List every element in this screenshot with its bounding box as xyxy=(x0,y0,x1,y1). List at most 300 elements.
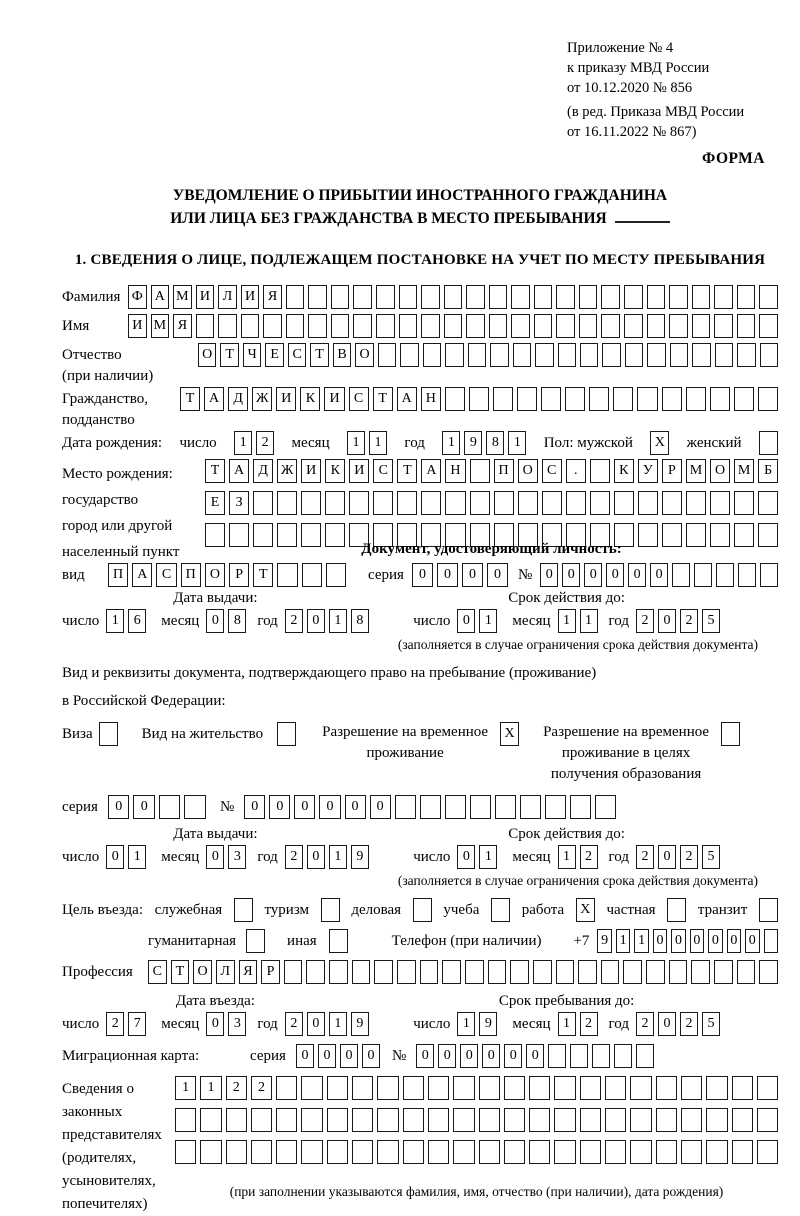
char-cell[interactable] xyxy=(565,387,585,411)
char-cell[interactable] xyxy=(630,1140,651,1164)
char-cell[interactable]: А xyxy=(151,285,170,309)
char-cell[interactable] xyxy=(504,1076,525,1100)
char-cell[interactable] xyxy=(395,795,416,819)
char-cell[interactable] xyxy=(349,491,369,515)
char-cell[interactable] xyxy=(706,1108,727,1132)
char-cell[interactable] xyxy=(159,795,181,819)
char-cell[interactable] xyxy=(403,1140,424,1164)
char-cell[interactable] xyxy=(681,1140,702,1164)
char-cell[interactable]: 5 xyxy=(702,845,720,869)
char-cell[interactable] xyxy=(558,343,576,367)
char-cell[interactable] xyxy=(376,285,395,309)
char-cell[interactable] xyxy=(602,343,620,367)
char-cell[interactable] xyxy=(647,343,665,367)
char-cell[interactable]: 0 xyxy=(269,795,290,819)
char-cell[interactable] xyxy=(306,960,325,984)
purpose-other-checkbox[interactable] xyxy=(329,929,348,953)
char-cell[interactable]: 2 xyxy=(106,1012,124,1036)
char-cell[interactable] xyxy=(301,523,321,547)
char-cell[interactable]: И xyxy=(301,459,321,483)
char-cell[interactable] xyxy=(686,491,706,515)
char-cell[interactable] xyxy=(353,285,372,309)
char-cell[interactable]: Т xyxy=(171,960,190,984)
char-cell[interactable] xyxy=(377,1140,398,1164)
char-cell[interactable] xyxy=(601,314,620,338)
char-cell[interactable] xyxy=(218,314,237,338)
char-cell[interactable] xyxy=(556,314,575,338)
char-cell[interactable]: 0 xyxy=(318,1044,336,1068)
char-cell[interactable]: 0 xyxy=(487,563,508,587)
char-cell[interactable] xyxy=(734,523,754,547)
char-cell[interactable] xyxy=(732,1076,753,1100)
char-cell[interactable]: 0 xyxy=(438,1044,456,1068)
char-cell[interactable]: Л xyxy=(218,285,237,309)
char-cell[interactable]: Л xyxy=(216,960,235,984)
char-cell[interactable] xyxy=(548,1044,566,1068)
char-cell[interactable] xyxy=(205,523,225,547)
char-cell[interactable] xyxy=(420,795,441,819)
char-cell[interactable]: С xyxy=(373,459,393,483)
char-cell[interactable] xyxy=(732,1140,753,1164)
char-cell[interactable] xyxy=(301,1076,322,1100)
char-cell[interactable] xyxy=(397,960,416,984)
char-cell[interactable] xyxy=(277,563,297,587)
char-cell[interactable]: О xyxy=(193,960,212,984)
char-cell[interactable]: С xyxy=(349,387,369,411)
char-cell[interactable] xyxy=(706,1140,727,1164)
char-cell[interactable]: Т xyxy=(373,387,393,411)
char-cell[interactable] xyxy=(479,1108,500,1132)
char-cell[interactable]: Т xyxy=(180,387,200,411)
char-cell[interactable]: И xyxy=(241,285,260,309)
char-cell[interactable]: 1 xyxy=(369,431,387,455)
char-cell[interactable]: 1 xyxy=(558,845,576,869)
char-cell[interactable]: О xyxy=(518,459,538,483)
char-cell[interactable] xyxy=(377,1076,398,1100)
purpose-study-checkbox[interactable] xyxy=(491,898,510,922)
char-cell[interactable] xyxy=(732,1108,753,1132)
char-cell[interactable]: 1 xyxy=(457,1012,475,1036)
char-cell[interactable] xyxy=(226,1140,247,1164)
char-cell[interactable]: Н xyxy=(421,387,441,411)
char-cell[interactable] xyxy=(592,1044,610,1068)
char-cell[interactable] xyxy=(669,314,688,338)
char-cell[interactable]: 2 xyxy=(636,845,654,869)
char-cell[interactable] xyxy=(468,343,486,367)
char-cell[interactable] xyxy=(734,491,754,515)
char-cell[interactable] xyxy=(579,285,598,309)
char-cell[interactable] xyxy=(327,1076,348,1100)
char-cell[interactable] xyxy=(331,314,350,338)
char-cell[interactable] xyxy=(613,387,633,411)
char-cell[interactable] xyxy=(638,491,658,515)
char-cell[interactable] xyxy=(714,285,733,309)
char-cell[interactable] xyxy=(399,314,418,338)
char-cell[interactable]: А xyxy=(229,459,249,483)
char-cell[interactable] xyxy=(764,929,778,953)
char-cell[interactable]: 2 xyxy=(285,1012,303,1036)
char-cell[interactable]: 1 xyxy=(634,929,648,953)
char-cell[interactable]: 0 xyxy=(307,609,325,633)
char-cell[interactable] xyxy=(490,343,508,367)
char-cell[interactable]: 0 xyxy=(606,563,624,587)
char-cell[interactable] xyxy=(710,387,730,411)
char-cell[interactable]: 1 xyxy=(175,1076,196,1100)
char-cell[interactable]: Ф xyxy=(128,285,147,309)
char-cell[interactable]: 2 xyxy=(285,845,303,869)
char-cell[interactable] xyxy=(184,795,206,819)
char-cell[interactable]: Д xyxy=(253,459,273,483)
char-cell[interactable] xyxy=(445,795,466,819)
char-cell[interactable] xyxy=(253,491,273,515)
char-cell[interactable]: Р xyxy=(662,459,682,483)
char-cell[interactable] xyxy=(715,343,733,367)
char-cell[interactable] xyxy=(520,795,541,819)
char-cell[interactable] xyxy=(578,960,597,984)
char-cell[interactable]: 1 xyxy=(508,431,526,455)
char-cell[interactable] xyxy=(529,1140,550,1164)
char-cell[interactable] xyxy=(759,314,778,338)
char-cell[interactable] xyxy=(580,1108,601,1132)
char-cell[interactable] xyxy=(541,387,561,411)
char-cell[interactable] xyxy=(518,491,538,515)
char-cell[interactable]: 0 xyxy=(340,1044,358,1068)
char-cell[interactable] xyxy=(533,960,552,984)
char-cell[interactable]: 8 xyxy=(228,609,246,633)
char-cell[interactable]: 0 xyxy=(460,1044,478,1068)
char-cell[interactable]: М xyxy=(686,459,706,483)
char-cell[interactable]: Я xyxy=(239,960,258,984)
char-cell[interactable]: 0 xyxy=(307,1012,325,1036)
char-cell[interactable] xyxy=(493,387,513,411)
char-cell[interactable]: 0 xyxy=(412,563,433,587)
char-cell[interactable] xyxy=(624,285,643,309)
char-cell[interactable] xyxy=(580,343,598,367)
char-cell[interactable] xyxy=(495,795,516,819)
residence-permit-checkbox[interactable] xyxy=(277,722,296,746)
char-cell[interactable] xyxy=(529,1108,550,1132)
char-cell[interactable] xyxy=(760,343,778,367)
char-cell[interactable]: 0 xyxy=(562,563,580,587)
char-cell[interactable]: 1 xyxy=(479,845,497,869)
char-cell[interactable] xyxy=(226,1108,247,1132)
char-cell[interactable]: 0 xyxy=(206,609,224,633)
char-cell[interactable] xyxy=(605,1076,626,1100)
char-cell[interactable] xyxy=(681,1076,702,1100)
char-cell[interactable] xyxy=(327,1108,348,1132)
char-cell[interactable]: 3 xyxy=(228,845,246,869)
char-cell[interactable] xyxy=(403,1076,424,1100)
char-cell[interactable] xyxy=(420,960,439,984)
char-cell[interactable]: 0 xyxy=(504,1044,522,1068)
char-cell[interactable] xyxy=(737,960,756,984)
char-cell[interactable] xyxy=(737,285,756,309)
char-cell[interactable]: П xyxy=(108,563,128,587)
char-cell[interactable] xyxy=(445,491,465,515)
char-cell[interactable] xyxy=(465,960,484,984)
char-cell[interactable] xyxy=(470,795,491,819)
char-cell[interactable]: И xyxy=(349,459,369,483)
char-cell[interactable]: Д xyxy=(228,387,248,411)
char-cell[interactable]: 1 xyxy=(128,845,146,869)
char-cell[interactable] xyxy=(200,1140,221,1164)
char-cell[interactable] xyxy=(517,387,537,411)
char-cell[interactable] xyxy=(373,491,393,515)
char-cell[interactable]: 2 xyxy=(636,609,654,633)
char-cell[interactable] xyxy=(681,1108,702,1132)
char-cell[interactable]: 1 xyxy=(234,431,252,455)
char-cell[interactable] xyxy=(605,1140,626,1164)
char-cell[interactable] xyxy=(374,960,393,984)
visa-checkbox[interactable] xyxy=(99,722,118,746)
char-cell[interactable] xyxy=(570,795,591,819)
char-cell[interactable] xyxy=(662,491,682,515)
char-cell[interactable] xyxy=(556,285,575,309)
char-cell[interactable]: 7 xyxy=(128,1012,146,1036)
char-cell[interactable]: 0 xyxy=(457,845,475,869)
char-cell[interactable]: 8 xyxy=(351,609,369,633)
char-cell[interactable] xyxy=(625,343,643,367)
char-cell[interactable] xyxy=(691,960,710,984)
char-cell[interactable]: 0 xyxy=(690,929,704,953)
char-cell[interactable]: А xyxy=(421,459,441,483)
char-cell[interactable]: 0 xyxy=(345,795,366,819)
char-cell[interactable]: 0 xyxy=(727,929,741,953)
char-cell[interactable] xyxy=(325,523,345,547)
char-cell[interactable] xyxy=(489,285,508,309)
char-cell[interactable] xyxy=(534,314,553,338)
char-cell[interactable] xyxy=(301,1108,322,1132)
char-cell[interactable]: 0 xyxy=(526,1044,544,1068)
char-cell[interactable]: Е xyxy=(265,343,283,367)
char-cell[interactable] xyxy=(554,1108,575,1132)
char-cell[interactable] xyxy=(175,1108,196,1132)
char-cell[interactable]: 1 xyxy=(558,1012,576,1036)
char-cell[interactable] xyxy=(453,1140,474,1164)
char-cell[interactable] xyxy=(630,1076,651,1100)
char-cell[interactable] xyxy=(545,795,566,819)
char-cell[interactable] xyxy=(428,1076,449,1100)
char-cell[interactable] xyxy=(329,960,348,984)
purpose-tourism-checkbox[interactable] xyxy=(321,898,340,922)
purpose-business-checkbox[interactable] xyxy=(413,898,432,922)
char-cell[interactable] xyxy=(601,960,620,984)
char-cell[interactable] xyxy=(656,1140,677,1164)
char-cell[interactable] xyxy=(686,523,706,547)
char-cell[interactable] xyxy=(542,491,562,515)
char-cell[interactable]: 1 xyxy=(616,929,630,953)
char-cell[interactable] xyxy=(445,387,465,411)
char-cell[interactable]: Р xyxy=(229,563,249,587)
char-cell[interactable] xyxy=(637,387,657,411)
char-cell[interactable] xyxy=(504,1140,525,1164)
char-cell[interactable] xyxy=(554,1076,575,1100)
char-cell[interactable] xyxy=(196,314,215,338)
char-cell[interactable]: Т xyxy=(310,343,328,367)
char-cell[interactable] xyxy=(614,1044,632,1068)
char-cell[interactable] xyxy=(301,1140,322,1164)
char-cell[interactable] xyxy=(277,491,297,515)
char-cell[interactable] xyxy=(479,1140,500,1164)
char-cell[interactable]: М xyxy=(173,285,192,309)
char-cell[interactable]: Я xyxy=(263,285,282,309)
char-cell[interactable] xyxy=(738,563,756,587)
char-cell[interactable] xyxy=(403,1108,424,1132)
char-cell[interactable]: Т xyxy=(205,459,225,483)
char-cell[interactable] xyxy=(175,1140,196,1164)
char-cell[interactable]: У xyxy=(638,459,658,483)
char-cell[interactable] xyxy=(470,491,490,515)
char-cell[interactable]: Я xyxy=(173,314,192,338)
char-cell[interactable]: 0 xyxy=(540,563,558,587)
char-cell[interactable]: 2 xyxy=(680,1012,698,1036)
char-cell[interactable]: 0 xyxy=(206,845,224,869)
char-cell[interactable] xyxy=(692,314,711,338)
char-cell[interactable]: 0 xyxy=(106,845,124,869)
char-cell[interactable]: 0 xyxy=(745,929,759,953)
char-cell[interactable] xyxy=(692,343,710,367)
char-cell[interactable]: 0 xyxy=(658,609,676,633)
char-cell[interactable]: И xyxy=(276,387,296,411)
char-cell[interactable]: 2 xyxy=(680,845,698,869)
char-cell[interactable]: Т xyxy=(253,563,273,587)
char-cell[interactable]: 9 xyxy=(351,845,369,869)
char-cell[interactable]: И xyxy=(324,387,344,411)
char-cell[interactable]: И xyxy=(128,314,147,338)
char-cell[interactable]: 1 xyxy=(329,609,347,633)
char-cell[interactable]: 2 xyxy=(680,609,698,633)
char-cell[interactable]: 5 xyxy=(702,1012,720,1036)
char-cell[interactable] xyxy=(566,491,586,515)
char-cell[interactable]: 9 xyxy=(479,1012,497,1036)
char-cell[interactable]: К xyxy=(325,459,345,483)
char-cell[interactable] xyxy=(470,459,490,483)
char-cell[interactable]: М xyxy=(734,459,754,483)
char-cell[interactable]: 5 xyxy=(702,609,720,633)
char-cell[interactable] xyxy=(428,1108,449,1132)
char-cell[interactable] xyxy=(513,343,531,367)
char-cell[interactable]: 1 xyxy=(580,609,598,633)
char-cell[interactable] xyxy=(757,1076,778,1100)
char-cell[interactable] xyxy=(479,1076,500,1100)
char-cell[interactable]: А xyxy=(132,563,152,587)
char-cell[interactable]: 0 xyxy=(362,1044,380,1068)
char-cell[interactable] xyxy=(489,314,508,338)
char-cell[interactable] xyxy=(428,1140,449,1164)
char-cell[interactable] xyxy=(758,491,778,515)
char-cell[interactable] xyxy=(638,523,658,547)
char-cell[interactable] xyxy=(535,343,553,367)
char-cell[interactable] xyxy=(580,1140,601,1164)
char-cell[interactable]: 0 xyxy=(296,1044,314,1068)
char-cell[interactable] xyxy=(494,491,514,515)
char-cell[interactable] xyxy=(421,491,441,515)
char-cell[interactable] xyxy=(590,459,610,483)
char-cell[interactable] xyxy=(757,1140,778,1164)
char-cell[interactable]: К xyxy=(614,459,634,483)
char-cell[interactable] xyxy=(656,1076,677,1100)
char-cell[interactable] xyxy=(286,314,305,338)
char-cell[interactable]: О xyxy=(205,563,225,587)
char-cell[interactable] xyxy=(286,285,305,309)
char-cell[interactable]: 0 xyxy=(658,1012,676,1036)
char-cell[interactable] xyxy=(229,523,249,547)
char-cell[interactable] xyxy=(672,563,690,587)
char-cell[interactable] xyxy=(399,285,418,309)
char-cell[interactable]: О xyxy=(198,343,216,367)
char-cell[interactable] xyxy=(352,960,371,984)
char-cell[interactable] xyxy=(325,491,345,515)
char-cell[interactable] xyxy=(421,285,440,309)
char-cell[interactable]: Т xyxy=(397,459,417,483)
char-cell[interactable]: 9 xyxy=(597,929,611,953)
char-cell[interactable]: С xyxy=(148,960,167,984)
temp-residence-checkbox[interactable]: X xyxy=(500,722,519,746)
char-cell[interactable] xyxy=(669,285,688,309)
char-cell[interactable] xyxy=(251,1108,272,1132)
char-cell[interactable]: 1 xyxy=(200,1076,221,1100)
char-cell[interactable] xyxy=(301,491,321,515)
char-cell[interactable]: 0 xyxy=(671,929,685,953)
purpose-transit-checkbox[interactable] xyxy=(759,898,778,922)
char-cell[interactable] xyxy=(595,795,616,819)
char-cell[interactable] xyxy=(377,1108,398,1132)
char-cell[interactable] xyxy=(589,387,609,411)
char-cell[interactable] xyxy=(601,285,620,309)
char-cell[interactable] xyxy=(466,285,485,309)
char-cell[interactable] xyxy=(556,960,575,984)
char-cell[interactable]: А xyxy=(397,387,417,411)
char-cell[interactable]: 0 xyxy=(294,795,315,819)
char-cell[interactable] xyxy=(376,314,395,338)
char-cell[interactable] xyxy=(326,563,346,587)
char-cell[interactable]: 2 xyxy=(636,1012,654,1036)
char-cell[interactable]: 0 xyxy=(628,563,646,587)
char-cell[interactable] xyxy=(253,523,273,547)
char-cell[interactable]: 1 xyxy=(442,431,460,455)
char-cell[interactable] xyxy=(421,314,440,338)
char-cell[interactable] xyxy=(444,314,463,338)
char-cell[interactable]: 0 xyxy=(206,1012,224,1036)
char-cell[interactable]: 0 xyxy=(650,563,668,587)
purpose-official-checkbox[interactable] xyxy=(234,898,253,922)
char-cell[interactable] xyxy=(570,1044,588,1068)
char-cell[interactable]: 0 xyxy=(108,795,130,819)
char-cell[interactable] xyxy=(630,1108,651,1132)
char-cell[interactable]: М xyxy=(151,314,170,338)
char-cell[interactable]: З xyxy=(229,491,249,515)
char-cell[interactable] xyxy=(352,1076,373,1100)
char-cell[interactable] xyxy=(511,285,530,309)
char-cell[interactable] xyxy=(444,285,463,309)
char-cell[interactable]: К xyxy=(300,387,320,411)
char-cell[interactable]: П xyxy=(181,563,201,587)
char-cell[interactable] xyxy=(580,1076,601,1100)
char-cell[interactable]: 0 xyxy=(482,1044,500,1068)
char-cell[interactable]: 0 xyxy=(437,563,458,587)
char-cell[interactable] xyxy=(453,1108,474,1132)
char-cell[interactable] xyxy=(669,960,688,984)
char-cell[interactable]: 1 xyxy=(329,1012,347,1036)
char-cell[interactable]: 0 xyxy=(457,609,475,633)
char-cell[interactable] xyxy=(442,960,461,984)
char-cell[interactable] xyxy=(590,491,610,515)
char-cell[interactable] xyxy=(200,1108,221,1132)
char-cell[interactable] xyxy=(714,960,733,984)
char-cell[interactable] xyxy=(488,960,507,984)
char-cell[interactable]: 0 xyxy=(658,845,676,869)
char-cell[interactable]: 0 xyxy=(584,563,602,587)
